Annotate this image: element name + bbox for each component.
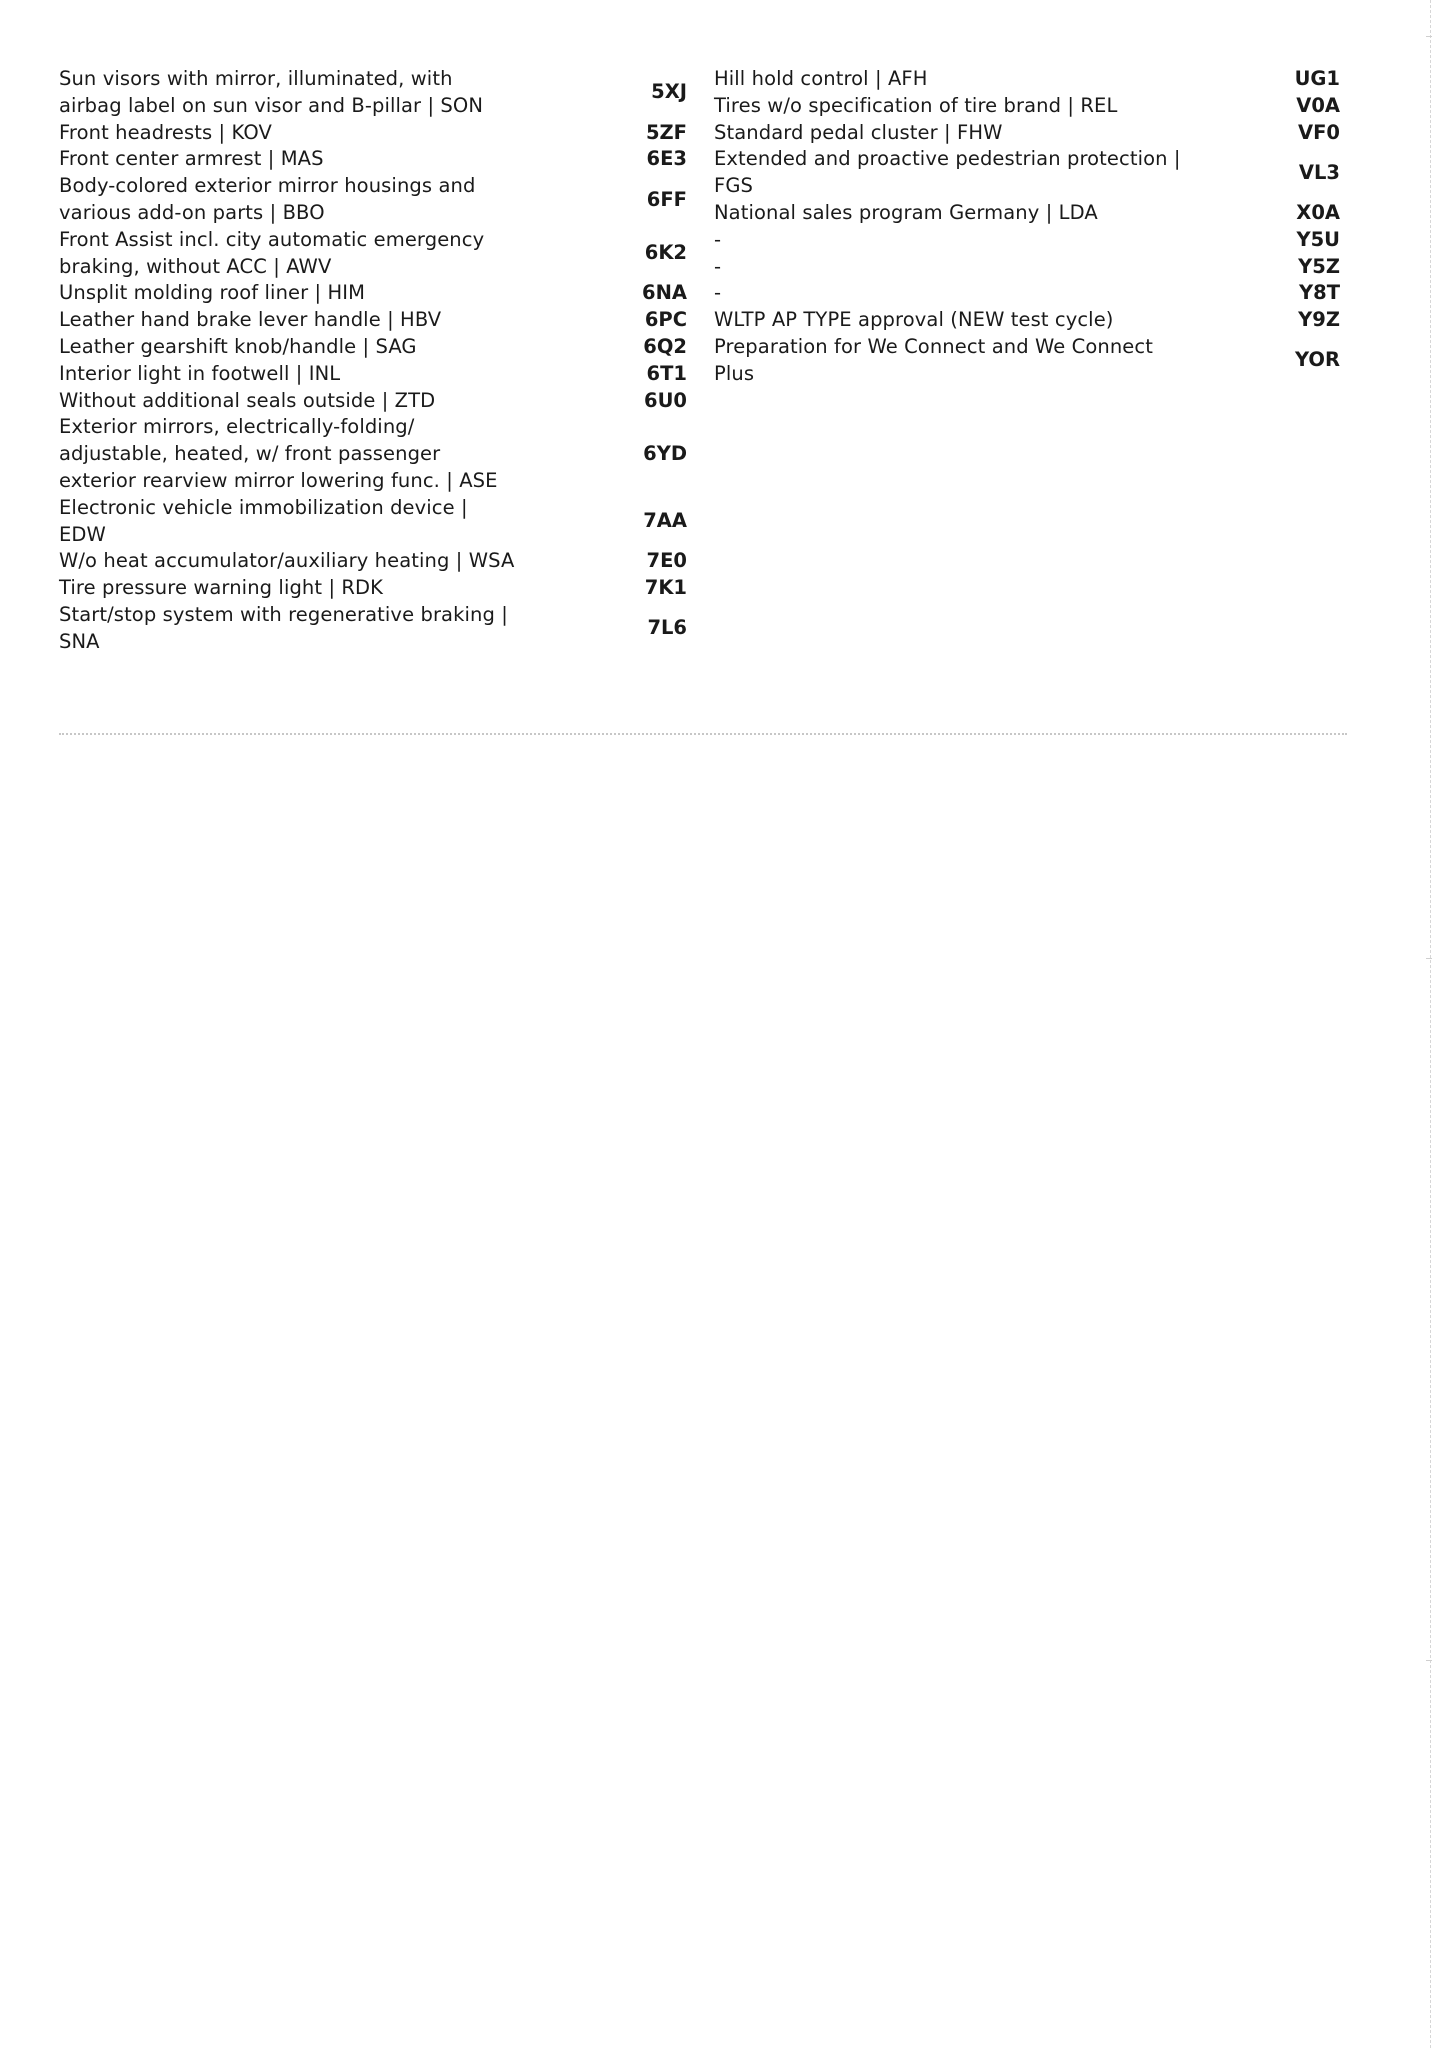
equipment-description: Unsplit molding roof liner | HIM bbox=[59, 281, 366, 305]
equipment-code: 7L6 bbox=[647, 616, 687, 640]
equipment-row bbox=[714, 200, 1344, 227]
equipment-row bbox=[59, 66, 691, 120]
equipment-description: National sales program Germany | LDA bbox=[714, 200, 1098, 224]
equipment-code: 6K2 bbox=[644, 241, 687, 265]
equipment-row bbox=[714, 280, 1344, 307]
equipment-row bbox=[714, 334, 1344, 388]
scan-edge-line bbox=[1430, 0, 1431, 2048]
equipment-description: Without additional seals outside | ZTD bbox=[59, 388, 436, 412]
equipment-row bbox=[714, 254, 1344, 281]
equipment-code: YOR bbox=[1294, 348, 1340, 372]
equipment-row bbox=[59, 495, 691, 549]
equipment-code: 6PC bbox=[644, 308, 687, 332]
equipment-code: 6YD bbox=[643, 442, 687, 466]
equipment-description: W/o heat accumulator/auxiliary heating | WSA bbox=[59, 549, 515, 573]
equipment-code: 6NA bbox=[642, 281, 687, 305]
scan-edge-mark bbox=[1426, 1660, 1432, 1661]
equipment-row bbox=[59, 548, 691, 575]
equipment-row bbox=[59, 414, 691, 494]
equipment-code: 7AA bbox=[643, 509, 687, 533]
equipment-code: Y5U bbox=[1296, 227, 1340, 251]
equipment-description: - bbox=[714, 227, 722, 251]
equipment-description: - bbox=[714, 254, 722, 278]
equipment-row bbox=[59, 280, 691, 307]
scan-edge-mark bbox=[1426, 958, 1432, 959]
equipment-row bbox=[714, 120, 1344, 147]
equipment-row bbox=[714, 66, 1344, 93]
equipment-description: Interior light in footwell | INL bbox=[59, 361, 341, 385]
equipment-code: 6T1 bbox=[646, 361, 687, 385]
equipment-description: Hill hold control | AFH bbox=[714, 67, 928, 90]
equipment-code: V0A bbox=[1296, 93, 1340, 117]
equipment-code: 7E0 bbox=[646, 549, 687, 573]
equipment-row bbox=[59, 227, 691, 281]
equipment-description: Leather gearshift knob/handle | SAG bbox=[59, 334, 417, 358]
equipment-description: Leather hand brake lever handle | HBV bbox=[59, 308, 442, 332]
equipment-list-left bbox=[59, 66, 691, 656]
equipment-description: Tires w/o specification of tire brand | REL bbox=[714, 93, 1118, 117]
equipment-code: 7K1 bbox=[644, 576, 687, 600]
equipment-description: WLTP AP TYPE approval (NEW test cycle) bbox=[714, 308, 1114, 332]
equipment-description: - bbox=[714, 281, 722, 305]
equipment-description: Start/stop system with regenerative braking | SNA bbox=[59, 602, 508, 653]
equipment-code: Y9Z bbox=[1298, 308, 1340, 332]
equipment-code: X0A bbox=[1296, 200, 1340, 224]
equipment-description: Preparation for We Connect and We Connect Plus bbox=[714, 334, 1153, 385]
equipment-row bbox=[714, 93, 1344, 120]
equipment-code: 6E3 bbox=[646, 147, 687, 171]
equipment-row bbox=[59, 120, 691, 147]
equipment-description: Body-colored exterior mirror housings and various add-on parts | BBO bbox=[59, 174, 476, 224]
equipment-list-right bbox=[714, 66, 1344, 388]
equipment-code: 6FF bbox=[646, 187, 687, 211]
equipment-row bbox=[714, 227, 1344, 254]
equipment-description: Front headrests | KOV bbox=[59, 120, 272, 144]
equipment-code: 6U0 bbox=[644, 388, 687, 412]
equipment-row bbox=[714, 146, 1344, 200]
equipment-row bbox=[59, 334, 691, 361]
equipment-row bbox=[59, 307, 691, 334]
section-divider bbox=[59, 733, 1347, 735]
equipment-description: Standard pedal cluster | FHW bbox=[714, 120, 1003, 144]
equipment-code: VL3 bbox=[1298, 160, 1340, 184]
equipment-code: Y5Z bbox=[1298, 254, 1340, 278]
equipment-description: Electronic vehicle immobilization device | EDW bbox=[59, 495, 468, 546]
equipment-code: 5XJ bbox=[651, 80, 687, 104]
equipment-description: Front center armrest | MAS bbox=[59, 147, 324, 171]
equipment-description: Tire pressure warning light | RDK bbox=[59, 576, 384, 600]
equipment-description: Front Assist incl. city automatic emergency braking, without ACC | AWV bbox=[59, 227, 485, 278]
equipment-description: Sun visors with mirror, illuminated, with airbag label on sun visor and B-pillar | SON bbox=[59, 67, 484, 117]
equipment-description: Extended and proactive pedestrian protection | FGS bbox=[714, 147, 1181, 198]
equipment-row bbox=[59, 575, 691, 602]
scan-edge-mark bbox=[1426, 36, 1432, 37]
equipment-code: 5ZF bbox=[645, 120, 687, 144]
equipment-row bbox=[59, 146, 691, 173]
equipment-row bbox=[59, 173, 691, 227]
equipment-code: Y8T bbox=[1299, 281, 1340, 305]
equipment-code: 6Q2 bbox=[643, 334, 687, 358]
equipment-row bbox=[714, 307, 1344, 334]
equipment-row bbox=[59, 361, 691, 388]
equipment-row bbox=[59, 602, 691, 656]
equipment-row bbox=[59, 388, 691, 415]
equipment-code: UG1 bbox=[1294, 67, 1340, 90]
equipment-code: VF0 bbox=[1298, 120, 1340, 144]
equipment-description: Exterior mirrors, electrically-folding/ adjustable, heated, w/ front passenger exterior rearview mirror lowering func. | ASE bbox=[59, 415, 498, 492]
